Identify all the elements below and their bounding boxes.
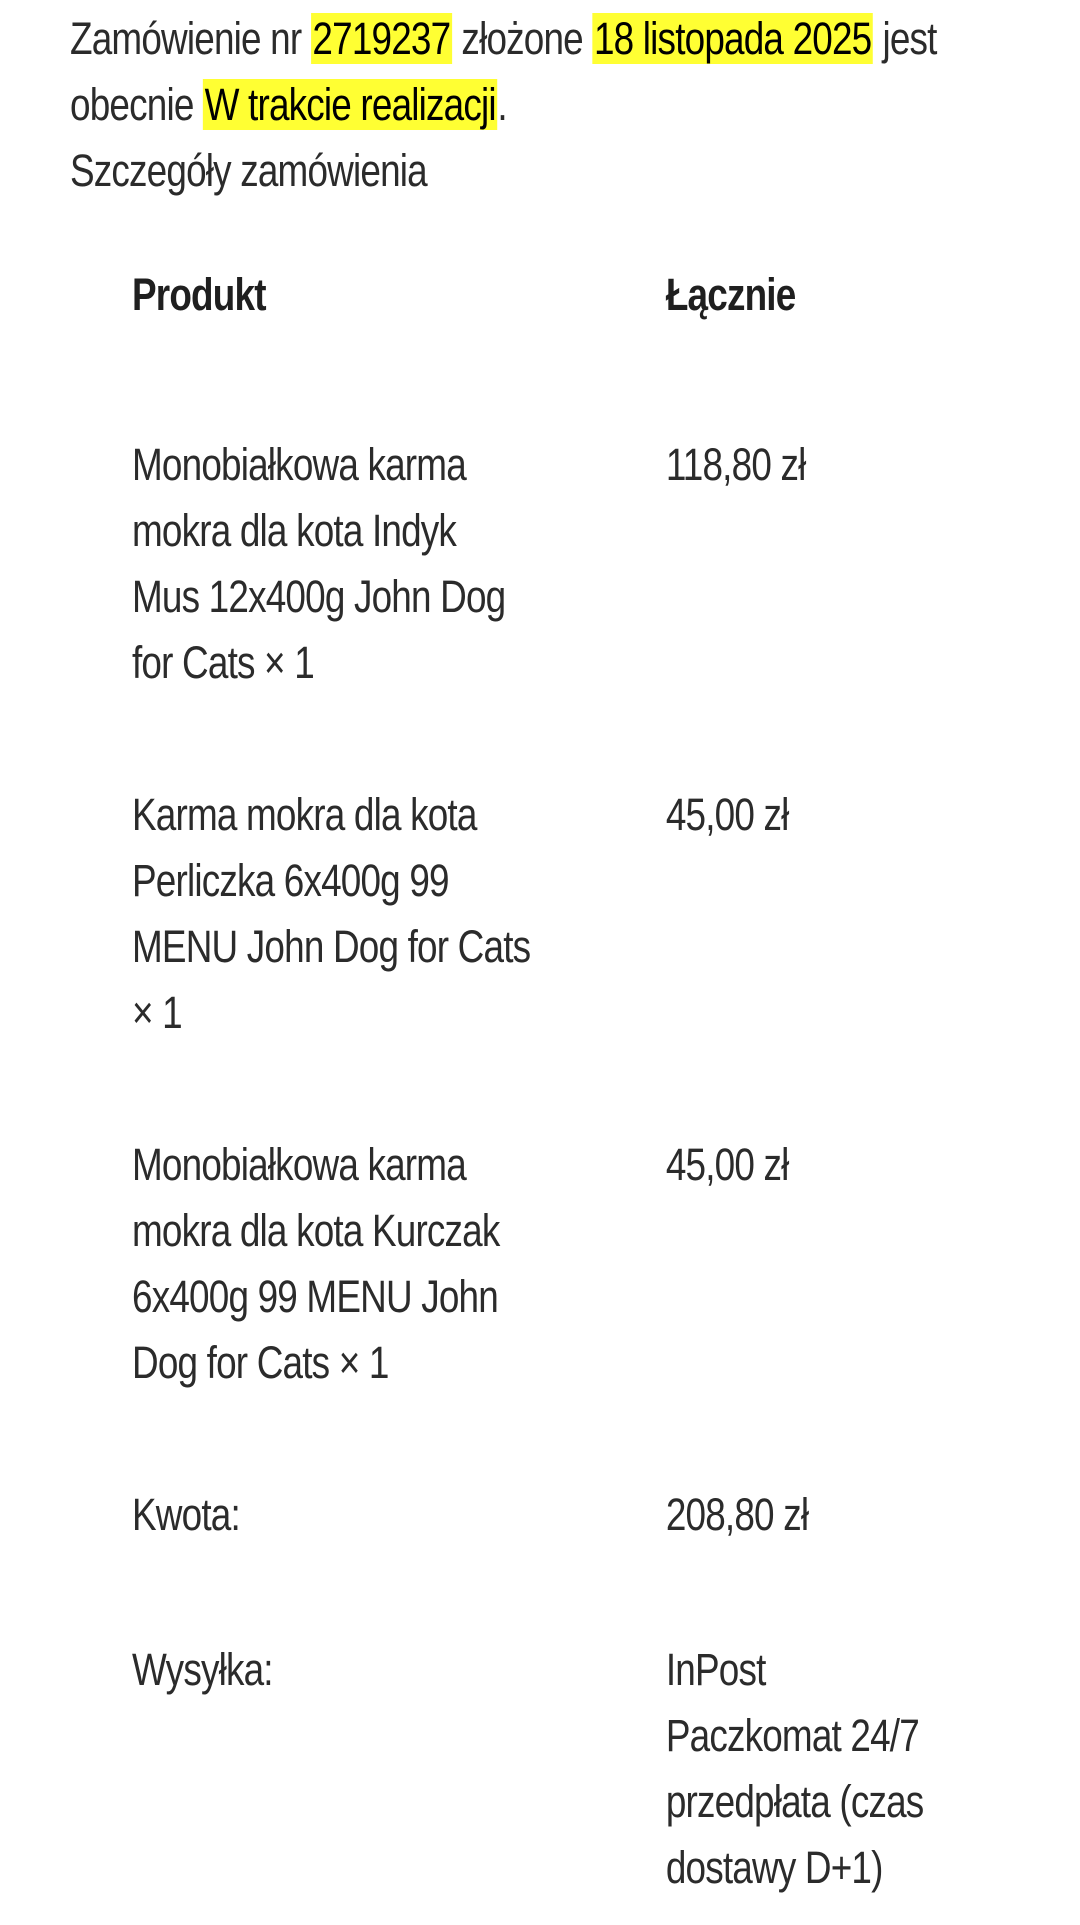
shipping-method-line: przedpłata (czas <box>665 1776 924 1827</box>
product-name-line: mokra dla kota Kurczak <box>132 1205 500 1256</box>
product-total: 118,80 zł <box>665 439 806 490</box>
product-name-line: MENU John Dog for Cats <box>132 921 531 972</box>
order-status-text <box>70 6 937 204</box>
product-name-line: mokra dla kota Indyk <box>132 505 457 556</box>
product-name <box>132 1132 558 1396</box>
product-name-line: Karma mokra dla kota <box>132 789 477 840</box>
order-details-title: Szczegóły zamówienia <box>70 145 427 196</box>
order-is-text: jest <box>882 13 937 64</box>
product-total: 45,00 zł <box>665 789 789 840</box>
product-total: 45,00 zł <box>665 1139 789 1190</box>
product-name <box>132 782 558 1046</box>
shipping-method-line: dostawy D+1) <box>665 1842 883 1893</box>
order-number: 2719237 <box>312 13 451 64</box>
order-placed-text: złożone <box>461 13 583 64</box>
order-status-line-2 <box>70 72 857 138</box>
product-name-line: Dog for Cats × 1 <box>132 1337 389 1388</box>
shipping-method-line: InPost <box>665 1644 766 1695</box>
shipping-method-line: Paczkomat 24/7 <box>665 1710 919 1761</box>
amount-value: 208,80 zł <box>665 1489 809 1540</box>
order-currently-text: obecnie <box>70 79 194 130</box>
shipping-method <box>666 1637 928 1901</box>
column-header-total: Łącznie <box>665 269 796 320</box>
product-name <box>132 432 558 696</box>
order-status-badge: W trakcie realizacji <box>204 79 496 130</box>
product-name-line: 6x400g 99 MENU John <box>132 1271 498 1322</box>
product-name-line: Monobiałkowa karma <box>132 439 466 490</box>
product-name-line: × 1 <box>132 987 182 1038</box>
order-status-period: . <box>497 79 507 130</box>
shipping-label: Wysyłka: <box>132 1644 273 1695</box>
amount-label: Kwota: <box>132 1489 240 1540</box>
order-date: 18 listopada 2025 <box>593 13 872 64</box>
product-name-line: Monobiałkowa karma <box>132 1139 466 1190</box>
product-name-line: Mus 12x400g John Dog <box>132 571 506 622</box>
order-prefix: Zamówienie nr <box>70 13 302 64</box>
product-name-line: for Cats × 1 <box>132 637 314 688</box>
order-status-line-1 <box>70 6 937 72</box>
column-header-product: Produkt <box>132 269 266 320</box>
product-name-line: Perliczka 6x400g 99 <box>132 855 449 906</box>
